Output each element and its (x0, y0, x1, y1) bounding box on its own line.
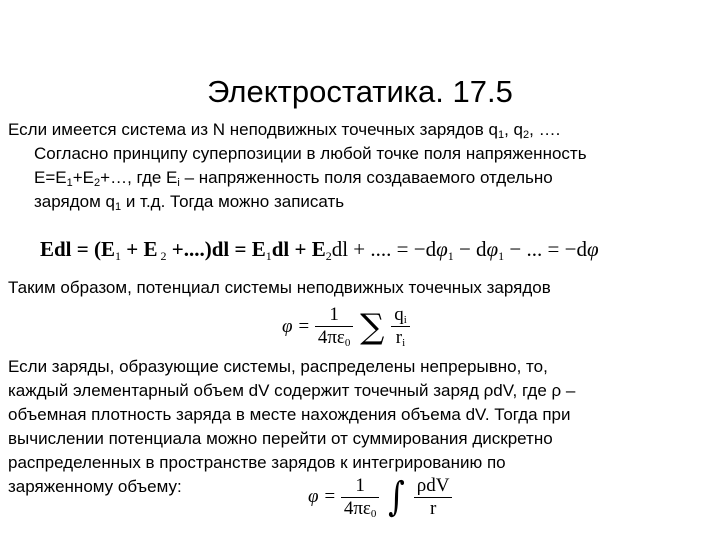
subscript: 1 (115, 249, 121, 263)
potential-sum-formula (282, 304, 410, 349)
fraction (341, 475, 380, 520)
text: Согласно принципу суперпозиции в любой точке поля напряженность (34, 144, 587, 163)
formula-lhs: φ = (308, 486, 337, 507)
formula-part: dl + (271, 237, 312, 261)
subscript: 1 (265, 249, 272, 263)
numerator: 1 (315, 304, 354, 327)
denominator: $r_i$ (395, 327, 406, 349)
formula-part: E (311, 237, 326, 261)
text: +…, где E (100, 168, 178, 187)
formula-part: φ (486, 237, 499, 261)
formula-part: Edl = ( (40, 237, 101, 261)
formula-part: +....)d (166, 237, 224, 261)
text: Если заряды, образующие системы, распределены непрерывно, то, (8, 357, 548, 376)
denominator: $4\pi\varepsilon_0$ (317, 327, 351, 349)
subscript: 2 (94, 177, 101, 189)
text: +E (72, 168, 95, 187)
text: , …. (529, 120, 561, 139)
text: зарядом q (34, 192, 115, 211)
formula-part: − ... = −d (504, 237, 587, 261)
integral-sign: ∫ (388, 474, 405, 520)
text: и т.д. Тогда можно записать (121, 192, 345, 211)
subscript: 1 (497, 129, 505, 141)
para1-line3 (34, 166, 553, 190)
sum-sign: ∑ (360, 306, 385, 347)
text: заряженному объему: (8, 477, 182, 496)
formula-part: φ (436, 237, 448, 261)
text: E=E (34, 168, 67, 187)
formula-part: E (143, 237, 158, 261)
subscript: 2 (157, 249, 167, 263)
numerator: ρdV (414, 475, 453, 498)
fraction (391, 304, 410, 349)
para3-line5 (8, 451, 506, 475)
subscript: 2 (325, 249, 332, 263)
numerator: $q_i$ (391, 304, 410, 327)
formula-part: − d (453, 237, 487, 261)
formula-part: E (251, 237, 266, 261)
formula-part: = (229, 237, 252, 261)
text: каждый элементарный объем dV содержит точечный заряд ρdV, где ρ – (8, 381, 576, 400)
para3-line4 (8, 427, 553, 451)
formula-part: φ (586, 237, 599, 261)
para1-line2 (34, 142, 587, 166)
subscript: 2 (523, 129, 530, 141)
subscript: i (177, 177, 180, 189)
para3-line6 (8, 475, 182, 499)
slide-title-text: Электростатика. 17.5 (207, 74, 513, 109)
para3-line3 (8, 403, 570, 427)
subscript: 1 (114, 201, 122, 213)
denominator: r (429, 497, 437, 519)
text: , q (504, 120, 523, 139)
formula-lhs: φ = (282, 315, 311, 337)
formula-part: l (223, 237, 230, 261)
formula-part: + (121, 237, 144, 261)
text: вычислении потенциала можно перейти от суммирования дискретно (8, 429, 553, 448)
para1-line1 (8, 118, 560, 142)
text: – напряженность поля создаваемого отдельно (179, 168, 553, 187)
fraction (414, 475, 453, 520)
subscript: 1 (447, 249, 454, 263)
denominator: $4\pi\varepsilon_0$ (343, 497, 377, 520)
text: Если имеется система из N неподвижных точечных зарядов q (8, 120, 498, 139)
numerator: 1 (341, 475, 380, 498)
slide-title (0, 72, 720, 112)
para2 (8, 276, 551, 300)
superposition-formula (40, 236, 599, 262)
subscript: 1 (66, 177, 73, 189)
formula-part: E (100, 237, 115, 261)
text: Таким образом, потенциал системы неподвижных точечных зарядов (8, 278, 551, 297)
para1-line4 (34, 190, 344, 214)
text: объемная плотность заряда в месте нахождения объема dV. Тогда при (8, 405, 571, 424)
potential-integral-formula (308, 474, 452, 520)
text: распределенных в пространстве зарядов к интегрированию по (8, 453, 506, 472)
formula-part: dl + .... = −d (331, 237, 437, 261)
para3-line2 (8, 379, 575, 403)
para3-line1 (8, 355, 548, 379)
fraction (315, 304, 354, 349)
subscript: 1 (498, 249, 505, 263)
